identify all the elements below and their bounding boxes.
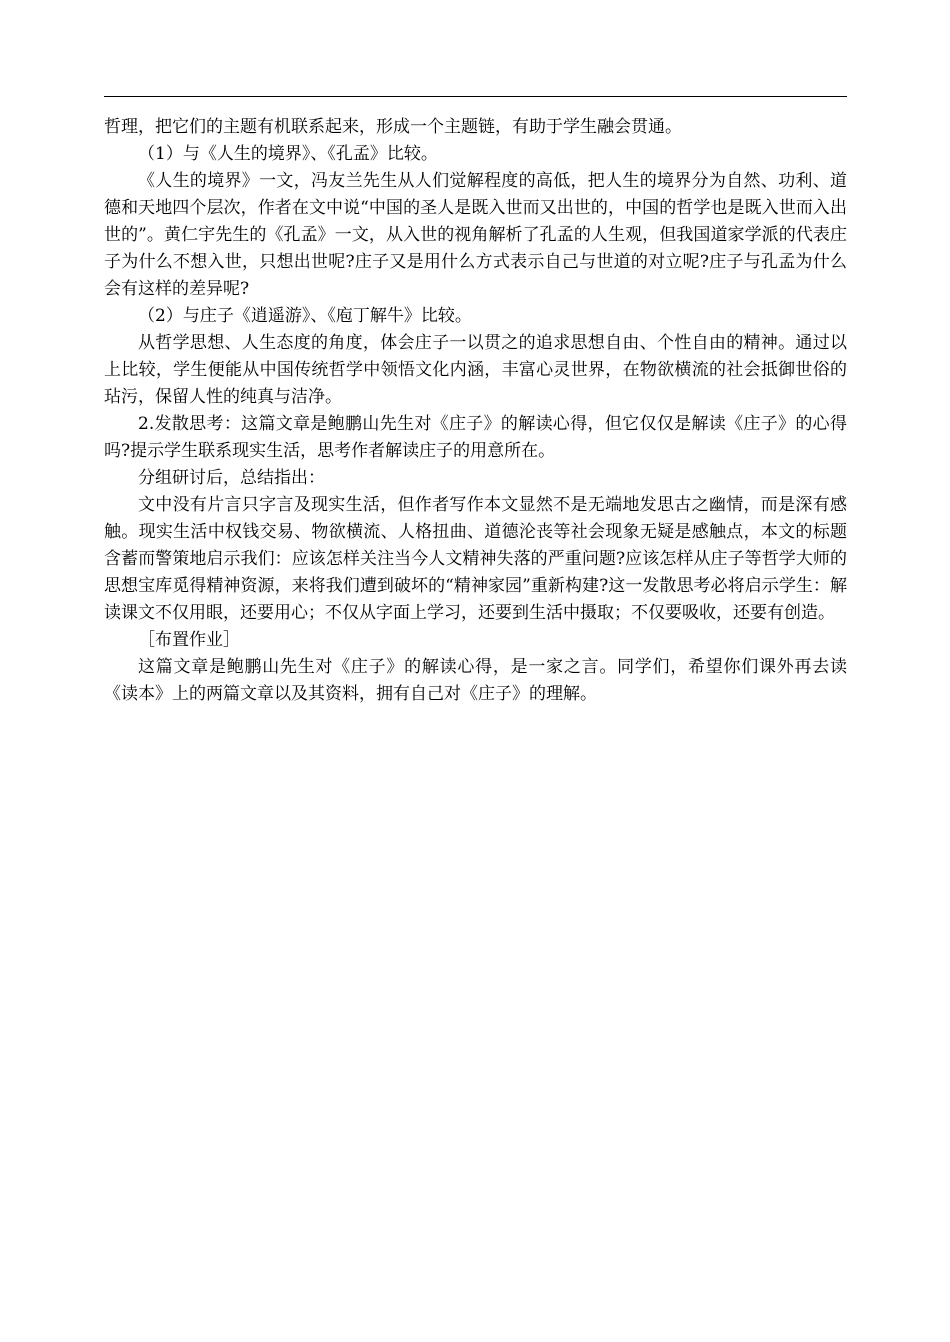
paragraph-comparison-2-body: 从哲学思想、人生态度的角度，体会庄子一以贯之的追求思想自由、个性自由的精神。通过以上比较，学生便能从中国传统哲学中领悟文化内涵，丰富心灵世界，在物欲横流的社会抵御世俗的玷污，保留人性的纯真与洁净。	[104, 333, 847, 407]
paragraph-summary: 文中没有片言只字言及现实生活，但作者写作本文显然不是无端地发思古之幽情，而是深有感触。现实生活中权钱交易、物欲横流、人格扭曲、道德沦丧等社会现象无疑是感触点，本文的标题含蓄而警策地启示我们：应该怎样关注当今人文精神失落的严重问题?应该怎样从庄子等哲学大师的思想宝库觅得精神资源，来将我们遭到破坏的“精神家园”重新构建?这一发散思考必将启示学生：解读课文不仅用眼，还要用心；不仅从字面上学习，还要到生活中摄取；不仅要吸收，还要有创造。	[104, 495, 847, 623]
paragraph-comparison-1-heading: （1）与《人生的境界》、《孔孟》比较。	[138, 144, 438, 164]
document-body	[104, 114, 847, 708]
paragraph-comparison-1-body: 《人生的境界》一文，冯友兰先生从人们觉解程度的高低，把人生的境界分为自然、功利、道德和天地四个层次，作者在文中说“中国的圣人是既入世而又出世的，中国的哲学也是既入世而入出世的”。黄仁宇先生的《孔孟》一文，从入世的视角解析了孔孟的人生观，但我国道家学派的代表庄子为什么不想入世，只想出世呢?庄子又是用什么方式表示自己与世道的对立呢?庄子与孔孟为什么会有这样的差异呢?	[104, 171, 847, 299]
paragraph-comparison-2-heading: （2）与庄子《逍遥游》、《庖丁解牛》比较。	[138, 306, 472, 326]
paragraph-divergent-thinking: 2.发散思考：这篇文章是鲍鹏山先生对《庄子》的解读心得，但它仅仅是解读《庄子》的心得吗?提示学生联系现实生活，思考作者解读庄子的用意所在。	[104, 414, 847, 461]
header-rule	[104, 96, 847, 97]
paragraph-group-discussion: 分组研讨后，总结指出：	[138, 468, 325, 488]
paragraph-continuation: 哲理，把它们的主题有机联系起来，形成一个主题链，有助于学生融会贯通。	[104, 117, 682, 137]
paragraph-homework-heading: ［布置作业］	[138, 630, 240, 650]
paragraph-homework-body: 这篇文章是鲍鹏山先生对《庄子》的解读心得，是一家之言。同学们，希望你们课外再去读《读本》上的两篇文章以及其资料，拥有自己对《庄子》的理解。	[104, 657, 847, 704]
